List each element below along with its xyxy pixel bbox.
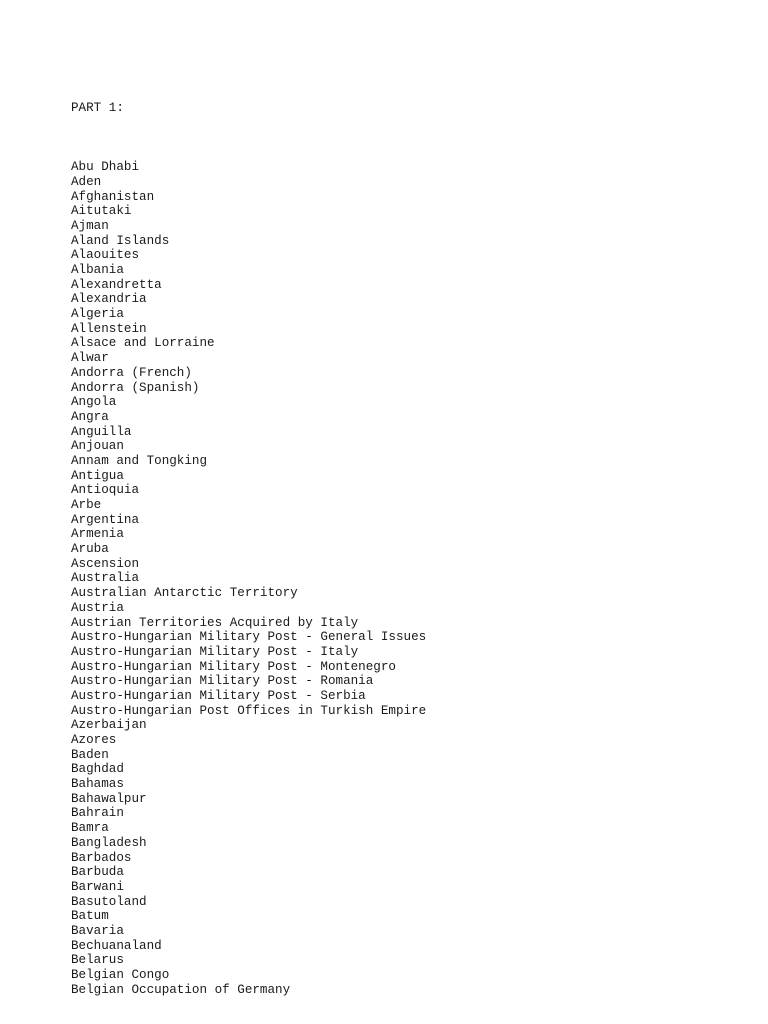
list-item: Australian Antarctic Territory (71, 586, 298, 601)
list-item: Alexandretta (71, 277, 162, 292)
list-item: Ascension (71, 556, 140, 571)
list-item: Aitutaki (71, 204, 132, 219)
list-item: Armenia (71, 527, 124, 542)
list-item: Albania (71, 263, 124, 278)
list-item: Azores (71, 733, 117, 748)
list-item: Austro-Hungarian Post Offices in Turkish Empire (71, 703, 427, 718)
list-item: Arbe (71, 498, 102, 513)
list-item: Baden (71, 747, 109, 762)
list-item: Austro-Hungarian Military Post - Serbia (71, 688, 366, 703)
list-item: Austro-Hungarian Military Post - Montenegro (71, 659, 396, 674)
document-page (71, 72, 426, 1012)
list-item: Antigua (71, 468, 124, 483)
list-item: Bahrain (71, 806, 124, 821)
list-item: Belgian Occupation of Germany (71, 982, 291, 997)
list-item: Batum (71, 909, 109, 924)
list-item: Angra (71, 409, 109, 424)
list-item: Bahawalpur (71, 791, 147, 806)
list-item: Belgian Congo (71, 968, 170, 983)
list-item: Barwani (71, 879, 124, 894)
list-item: Australia (71, 571, 140, 586)
list-item: Aruba (71, 542, 109, 557)
list-item: Bamra (71, 821, 109, 836)
list-item: Bahamas (71, 777, 124, 792)
list-item: Belarus (71, 953, 124, 968)
country-list (71, 160, 426, 997)
list-item: Anjouan (71, 439, 124, 454)
list-item: Ajman (71, 218, 109, 233)
list-item: Austrian Territories Acquired by Italy (71, 615, 359, 630)
list-item: Austro-Hungarian Military Post - General Issues (71, 630, 427, 645)
list-item: Alaouites (71, 248, 140, 263)
list-item: Antioquia (71, 483, 140, 498)
list-item: Andorra (French) (71, 365, 192, 380)
list-item: Algeria (71, 307, 124, 322)
list-item: Bangladesh (71, 835, 147, 850)
list-item: Barbuda (71, 865, 124, 880)
list-item: Bechuanaland (71, 938, 162, 953)
list-item: Barbados (71, 850, 132, 865)
list-item: Azerbaijan (71, 718, 147, 733)
list-item: Anguilla (71, 424, 132, 439)
list-item: Bavaria (71, 923, 124, 938)
list-item: Aland Islands (71, 233, 170, 248)
list-item: Baghdad (71, 762, 124, 777)
list-item: Argentina (71, 512, 140, 527)
list-item: Austro-Hungarian Military Post - Romania (71, 674, 374, 689)
list-item: Annam and Tongking (71, 453, 208, 468)
list-item: Afghanistan (71, 189, 155, 204)
list-item: Austria (71, 600, 124, 615)
list-item: Allenstein (71, 321, 147, 336)
list-item: Austro-Hungarian Military Post - Italy (71, 644, 359, 659)
list-item: Abu Dhabi (71, 160, 140, 175)
part-heading: PART 1: (71, 101, 124, 116)
list-item: Aden (71, 174, 102, 189)
list-item: Alsace and Lorraine (71, 336, 215, 351)
list-item: Alexandria (71, 292, 147, 307)
list-item: Alwar (71, 351, 109, 366)
list-item: Basutoland (71, 894, 147, 909)
list-item: Andorra (Spanish) (71, 380, 200, 395)
list-item: Angola (71, 395, 117, 410)
